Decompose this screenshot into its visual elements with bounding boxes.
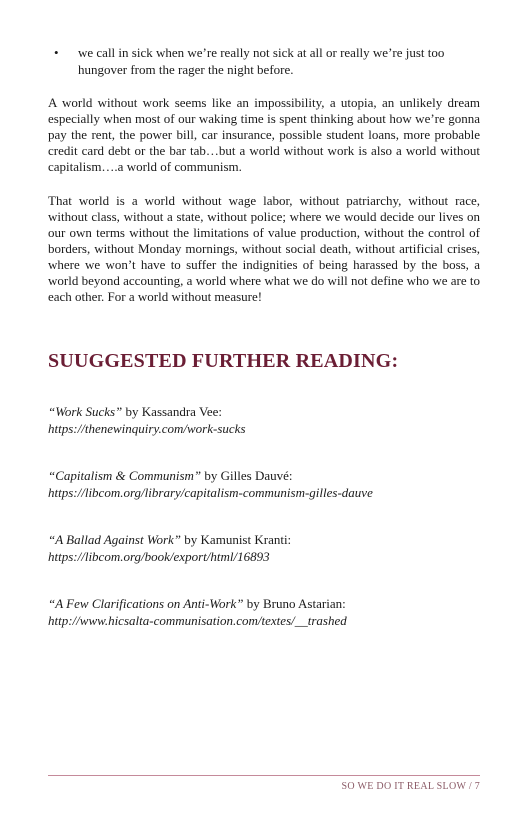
reading-url: https://libcom.org/book/export/html/16893	[48, 549, 270, 564]
reading-entry	[48, 595, 488, 629]
reading-entry	[48, 403, 488, 437]
reading-title: “A Few Clarifications on Anti-Work”	[48, 596, 244, 611]
bullet-symbol: •	[54, 45, 59, 60]
reading-url: https://libcom.org/library/capitalism-communism-gilles-dauve	[48, 485, 373, 500]
footer-rule	[48, 775, 480, 776]
reading-author: by Kassandra Vee:	[122, 404, 223, 419]
page-footer: SO WE DO IT REAL SLOW / 7	[341, 781, 480, 792]
reading-title: “Capitalism & Communism”	[48, 468, 202, 483]
bullet-item	[50, 44, 470, 78]
reading-entry	[48, 467, 488, 501]
reading-author: by Gilles Dauvé:	[201, 468, 293, 483]
reading-author: by Kamunist Kranti:	[181, 532, 292, 547]
paragraph-that-world: That world is a world without wage labor, without patriarchy, without race, without class, without a state, without police; where we would decide our lives on our own terms without the limitations of value production, without the control of borders, without Monday mornings, without social death, without artificial crises, where we won’t have to suffer the indignities of being harassed by the boss, a world beyond accounting, a world where what we do will not define who we are to each other. For a world without measure!	[48, 193, 480, 304]
reading-url: http://www.hicsalta-communisation.com/textes/__trashed	[48, 613, 347, 628]
paragraph-world-without-work: A world without work seems like an impossibility, a utopia, an unlikely dream especially when most of our waking time is spent thinking about how we’re gonna pay the rent, the power bill, car insurance, possible student loans, more probable credit card debt or the bar tab…but a world without work is also a world without capitalism….a world of communism.	[48, 95, 480, 174]
bullet-text: we call in sick when we’re really not sick at all or really we’re just too hungover from the rager the night before.	[78, 45, 445, 77]
reading-url: https://thenewinquiry.com/work-sucks	[48, 421, 246, 436]
further-reading-heading: SUUGGESTED FURTHER READING:	[48, 350, 399, 372]
reading-entry	[48, 531, 488, 565]
reading-author: by Bruno Astarian:	[243, 596, 346, 611]
reading-title: “Work Sucks”	[48, 404, 123, 419]
reading-title: “A Ballad Against Work”	[48, 532, 182, 547]
